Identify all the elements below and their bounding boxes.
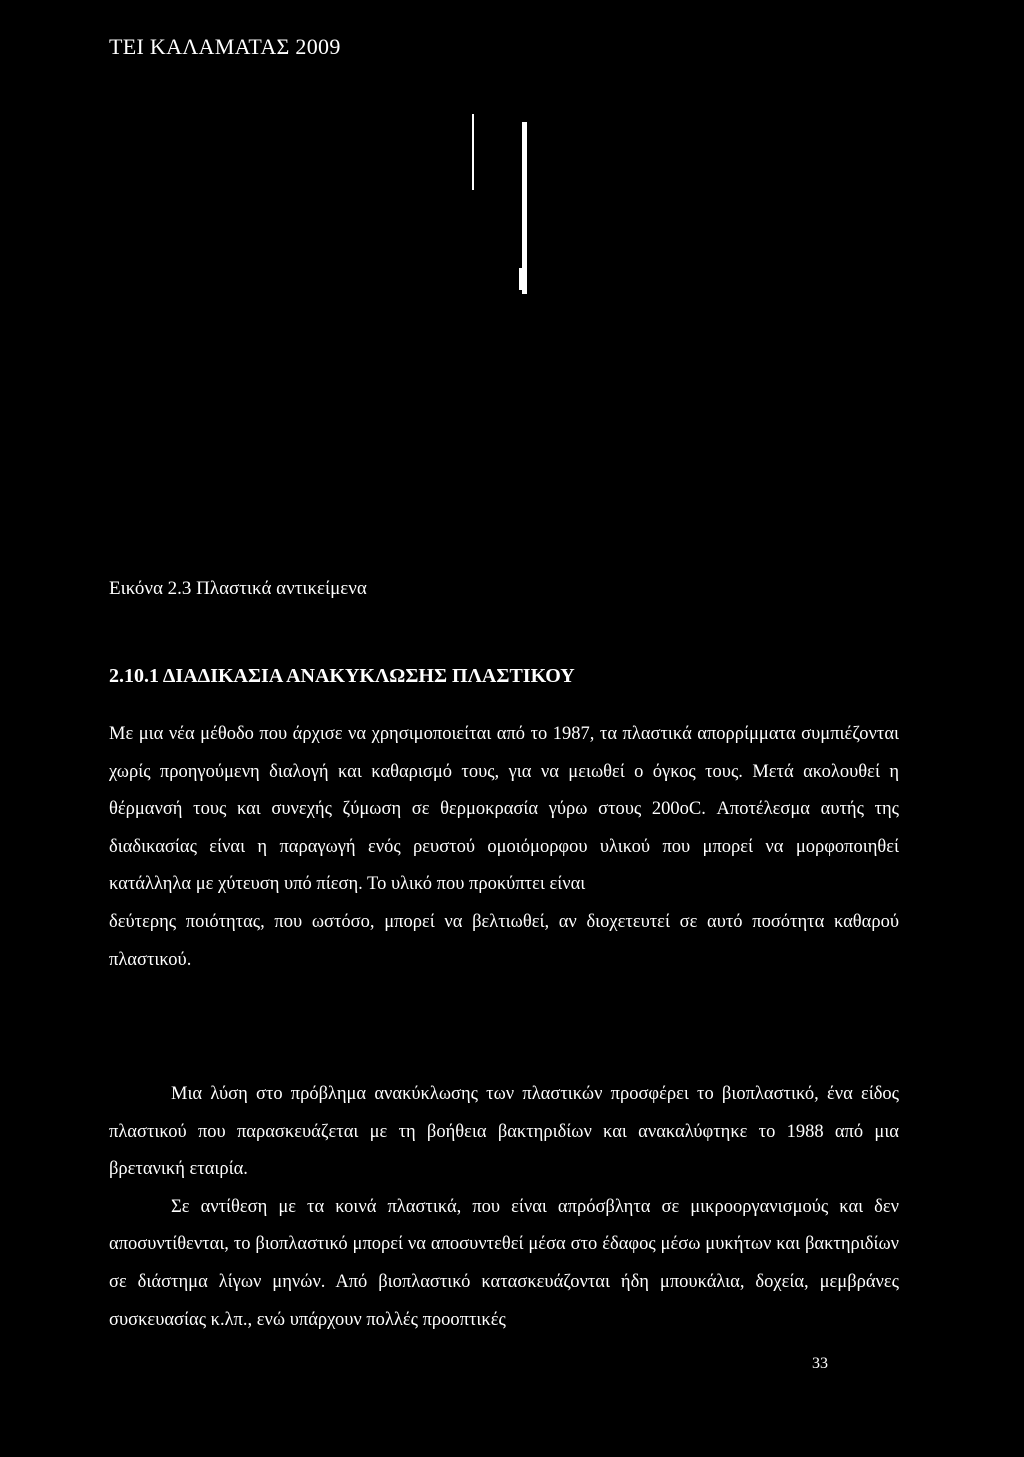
text-block-bioplastic (109, 1076, 899, 1339)
paragraph-decomposition: Σε αντίθεση με τα κοινά πλαστικά, που είναι απρόσβλητα σε μικροοργανισμούς και δεν αποσυντίθενται, το βιοπλαστικό μπορεί να αποσυντεθεί μέσα στο έδαφος μέσω μυκήτων και βακτηριδίων σε διάστημα λίγων μηνών. Από βιοπλαστικό κατασκευάζονται ήδη μπουκάλια, δοχεία, μεμβράνες συσκευασίας κ.λπ., ενώ υπάρχουν πολλές προοπτικές (109, 1196, 899, 1330)
page-number: 33 (812, 1355, 828, 1372)
paragraph-process: Με μια νέα μέθοδο που άρχισε να χρησιμοποιείται από το 1987, τα πλαστικά απορρίμματα συμπιέζονται χωρίς προηγούμενη διαλογή και καθαρισμό τους, για να μειωθεί ο όγκος τους. Μετά ακολουθεί η θέρμανσή τους και συνεχής ζύμωση σε θερμοκρασία γύρω στους 200oC. Αποτέλεσμα αυτής της διαδικασίας είναι η παραγωγή ενός ρευστού ομοιόμορφου υλικού που μπορεί να μορφοποιηθεί κατάλληλα με χύτευση υπό πίεση. Το υλικό που προκύπτει είναι (109, 724, 899, 895)
figure-stroke-tip (519, 268, 524, 290)
paragraph-quality: δεύτερης ποιότητας, που ωστόσο, μπορεί να βελτιωθεί, αν διοχετευτεί σε αυτό ποσότητα καθαρού πλαστικού. (109, 911, 899, 970)
text-block-recycling (109, 716, 899, 979)
section-heading: 2.10.1 ΔΙΑΔΙΚΑΣΙΑ ΑΝΑΚΥΚΛΩΣΗΣ ΠΛΑΣΤΙΚΟΥ (109, 665, 575, 687)
figure-caption: Εικόνα 2.3 Πλαστικά αντικείμενα (109, 578, 367, 599)
running-header: ΤΕΙ ΚΑΛΑΜΑΤΑΣ 2009 (109, 34, 341, 59)
figure-stroke-thin (472, 114, 474, 190)
paragraph-bioplastic: Μια λύση στο πρόβλημα ανακύκλωσης των πλαστικών προσφέρει το βιοπλαστικό, ένα είδος πλαστικού που παρασκευάζεται με τη βοήθεια βακτηριδίων και ανακαλύφτηκε το 1988 από μια βρετανική εταιρία. (109, 1084, 899, 1180)
figure-image (0, 100, 1024, 560)
